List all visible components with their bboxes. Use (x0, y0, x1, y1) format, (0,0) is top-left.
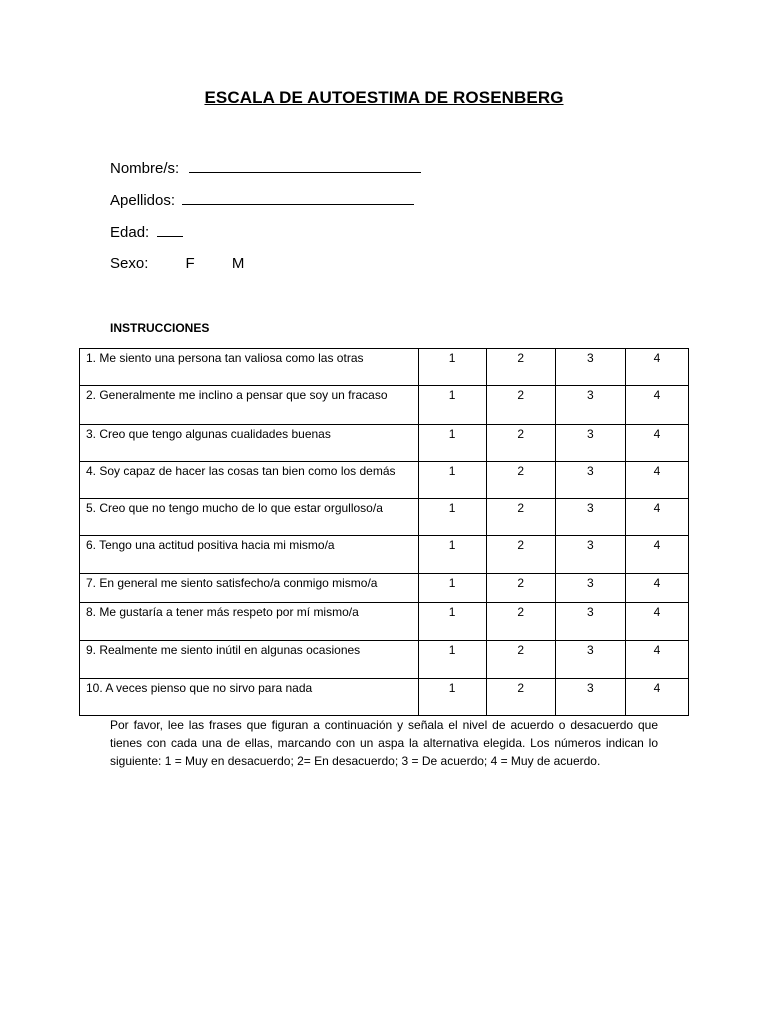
item-statement: 1. Me siento una persona tan valiosa como las otras (80, 349, 419, 386)
option-2-cell[interactable]: 2 (486, 386, 555, 425)
option-2-cell[interactable]: 2 (486, 425, 555, 462)
option-1-cell[interactable]: 1 (418, 641, 486, 679)
apellidos-blank-line[interactable] (182, 190, 414, 205)
table-row (80, 574, 689, 603)
option-3-cell[interactable]: 3 (555, 641, 625, 679)
apellidos-label: Apellidos: (110, 192, 176, 209)
option-1-cell[interactable]: 1 (418, 386, 486, 425)
item-statement: 5. Creo que no tengo mucho de lo que estar orgulloso/a (80, 499, 419, 536)
option-1-cell[interactable]: 1 (418, 679, 486, 716)
option-1-cell[interactable]: 1 (418, 349, 486, 386)
nombre-label: Nombre/s: (110, 160, 180, 177)
table-row (80, 499, 689, 536)
option-4-cell[interactable]: 4 (625, 603, 688, 641)
item-statement: 6. Tengo una actitud positiva hacia mi mismo/a (80, 536, 419, 574)
edad-label: Edad: (110, 224, 150, 241)
item-statement: 7. En general me siento satisfecho/a conmigo mismo/a (80, 574, 419, 603)
table-row (80, 603, 689, 641)
option-3-cell[interactable]: 3 (555, 574, 625, 603)
option-3-cell[interactable]: 3 (555, 536, 625, 574)
sexo-label: Sexo: (110, 255, 149, 272)
sexo-option-m[interactable]: M (231, 255, 245, 272)
option-4-cell[interactable]: 4 (625, 574, 688, 603)
nombre-field (110, 158, 421, 177)
apellidos-field (110, 190, 414, 209)
item-statement: 9. Realmente me siento inútil en algunas ocasiones (80, 641, 419, 679)
option-1-cell[interactable]: 1 (418, 499, 486, 536)
option-4-cell[interactable]: 4 (625, 425, 688, 462)
option-4-cell[interactable]: 4 (625, 462, 688, 499)
option-3-cell[interactable]: 3 (555, 462, 625, 499)
option-4-cell[interactable]: 4 (625, 679, 688, 716)
table-row (80, 641, 689, 679)
item-statement: 2. Generalmente me inclino a pensar que soy un fracaso (80, 386, 419, 425)
option-2-cell[interactable]: 2 (486, 574, 555, 603)
option-2-cell[interactable]: 2 (486, 641, 555, 679)
option-3-cell[interactable]: 3 (555, 349, 625, 386)
document-title: ESCALA DE AUTOESTIMA DE ROSENBERG (204, 88, 564, 107)
edad-field (110, 222, 183, 241)
edad-blank-line[interactable] (157, 222, 183, 237)
item-statement: 8. Me gustaría a tener más respeto por mí mismo/a (80, 603, 419, 641)
option-1-cell[interactable]: 1 (418, 536, 486, 574)
table-row (80, 386, 689, 425)
option-4-cell[interactable]: 4 (625, 641, 688, 679)
table-row (80, 349, 689, 386)
option-4-cell[interactable]: 4 (625, 386, 688, 425)
instructions-paragraph: Por favor, lee las frases que figuran a continuación y señala el nivel de acuerdo o desacuerdo que tienes con cada una de ellas, marcando con un aspa la alternativa elegida. Los números indican lo siguiente: 1 = Muy en desacuerdo; 2= En desacuerdo; 3 = De acuerdo; 4 = Muy de acuerdo. (110, 718, 658, 768)
item-statement: 10. A veces pienso que no sirvo para nada (80, 679, 419, 716)
option-4-cell[interactable]: 4 (625, 536, 688, 574)
nombre-blank-line[interactable] (189, 158, 421, 173)
table-row (80, 425, 689, 462)
option-4-cell[interactable]: 4 (625, 349, 688, 386)
option-2-cell[interactable]: 2 (486, 536, 555, 574)
sexo-option-f[interactable]: F (185, 255, 195, 272)
instructions-heading: INSTRUCCIONES (110, 321, 210, 335)
option-2-cell[interactable]: 2 (486, 499, 555, 536)
option-2-cell[interactable]: 2 (486, 603, 555, 641)
table-row (80, 462, 689, 499)
option-3-cell[interactable]: 3 (555, 499, 625, 536)
item-statement: 3. Creo que tengo algunas cualidades buenas (80, 425, 419, 462)
table-row (80, 679, 689, 716)
option-3-cell[interactable]: 3 (555, 386, 625, 425)
option-1-cell[interactable]: 1 (418, 425, 486, 462)
option-1-cell[interactable]: 1 (418, 462, 486, 499)
option-2-cell[interactable]: 2 (486, 679, 555, 716)
option-1-cell[interactable]: 1 (418, 574, 486, 603)
option-1-cell[interactable]: 1 (418, 603, 486, 641)
option-3-cell[interactable]: 3 (555, 679, 625, 716)
table-row (80, 536, 689, 574)
option-4-cell[interactable]: 4 (625, 499, 688, 536)
rosenberg-scale-table (79, 348, 689, 716)
option-2-cell[interactable]: 2 (486, 349, 555, 386)
option-3-cell[interactable]: 3 (555, 603, 625, 641)
sexo-field (110, 255, 244, 272)
option-2-cell[interactable]: 2 (486, 462, 555, 499)
option-3-cell[interactable]: 3 (555, 425, 625, 462)
item-statement: 4. Soy capaz de hacer las cosas tan bien como los demás (80, 462, 419, 499)
